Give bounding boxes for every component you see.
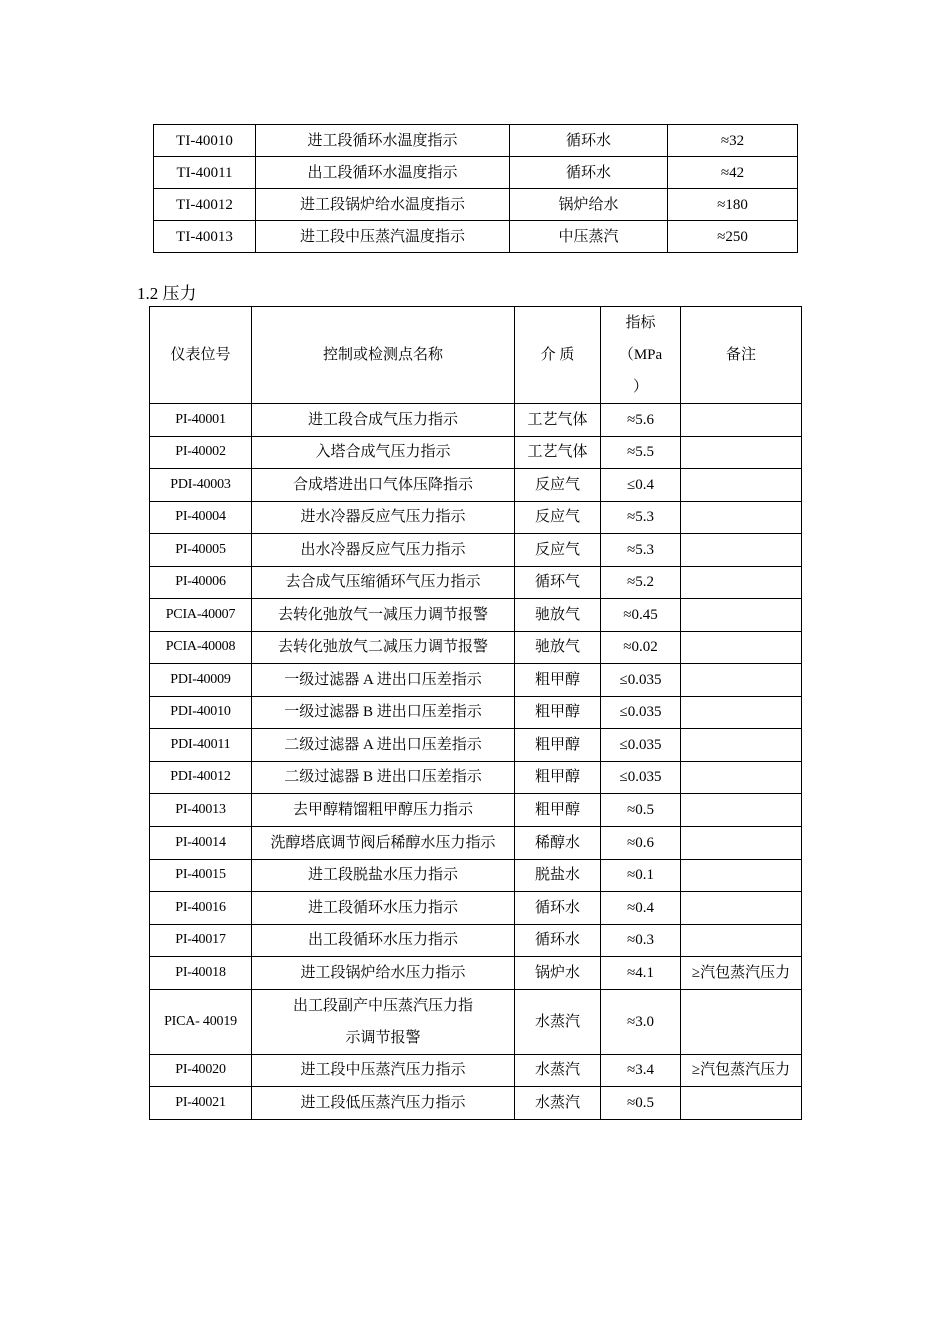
medium-cell: 循环水 xyxy=(510,157,668,189)
note-cell xyxy=(681,534,802,567)
table-row xyxy=(154,125,798,157)
name-cell: 进工段脱盐水压力指示 xyxy=(252,859,515,892)
tag-cell: PI-40014 xyxy=(150,826,252,859)
table-row xyxy=(150,1087,802,1120)
table-row xyxy=(150,501,802,534)
tag-cell: PI-40021 xyxy=(150,1087,252,1120)
medium-cell: 粗甲醇 xyxy=(515,696,601,729)
tag-cell: PI-40002 xyxy=(150,436,252,469)
name-cell: 去甲醇精馏粗甲醇压力指示 xyxy=(252,794,515,827)
medium-cell: 驰放气 xyxy=(515,599,601,632)
table-row xyxy=(150,729,802,762)
note-cell xyxy=(681,729,802,762)
tag-cell: PI-40015 xyxy=(150,859,252,892)
name-cell: 洗醇塔底调节阀后稀醇水压力指示 xyxy=(252,826,515,859)
tag-cell: PI-40001 xyxy=(150,404,252,437)
medium-cell: 反应气 xyxy=(515,469,601,502)
tag-cell: PDI-40009 xyxy=(150,664,252,697)
table-row xyxy=(150,566,802,599)
tag-cell: PCIA-40008 xyxy=(150,631,252,664)
value-cell: ≈0.4 xyxy=(601,892,681,925)
tag-cell: PDI-40003 xyxy=(150,469,252,502)
tag-cell: PICA- 40019 xyxy=(150,989,252,1054)
table-row xyxy=(150,892,802,925)
note-cell xyxy=(681,761,802,794)
table-row xyxy=(150,859,802,892)
medium-cell: 稀醇水 xyxy=(515,826,601,859)
value-cell: ≈0.1 xyxy=(601,859,681,892)
tag-cell: TI-40012 xyxy=(154,189,256,221)
name-cell: 入塔合成气压力指示 xyxy=(252,436,515,469)
note-cell xyxy=(681,989,802,1054)
name-cell: 进工段锅炉给水压力指示 xyxy=(252,957,515,990)
name-cell: 进工段低压蒸汽压力指示 xyxy=(252,1087,515,1120)
medium-cell: 锅炉水 xyxy=(515,957,601,990)
table-row xyxy=(150,664,802,697)
table-row xyxy=(150,924,802,957)
value-cell: ≈0.3 xyxy=(601,924,681,957)
table-row xyxy=(150,761,802,794)
value-cell: ≤0.035 xyxy=(601,664,681,697)
table-header-row xyxy=(150,307,802,404)
value-cell: ≈32 xyxy=(668,125,798,157)
medium-cell: 驰放气 xyxy=(515,631,601,664)
note-cell xyxy=(681,859,802,892)
medium-cell: 粗甲醇 xyxy=(515,761,601,794)
tag-cell: TI-40011 xyxy=(154,157,256,189)
medium-cell: 工艺气体 xyxy=(515,436,601,469)
table-row xyxy=(150,469,802,502)
header-value xyxy=(601,307,681,404)
medium-cell: 水蒸汽 xyxy=(515,1054,601,1087)
medium-cell: 工艺气体 xyxy=(515,404,601,437)
note-cell xyxy=(681,469,802,502)
table-row xyxy=(150,989,802,1054)
note-cell xyxy=(681,631,802,664)
note-cell xyxy=(681,566,802,599)
tag-cell: PDI-40011 xyxy=(150,729,252,762)
name-cell: 进工段循环水压力指示 xyxy=(252,892,515,925)
name-cell: 一级过滤器 B 进出口压差指示 xyxy=(252,696,515,729)
note-cell xyxy=(681,794,802,827)
value-cell: ≈250 xyxy=(668,221,798,253)
note-cell xyxy=(681,924,802,957)
value-cell: ≈0.02 xyxy=(601,631,681,664)
medium-cell: 循环水 xyxy=(515,924,601,957)
value-cell: ≈0.6 xyxy=(601,826,681,859)
value-cell: ≤0.035 xyxy=(601,729,681,762)
value-cell: ≈0.45 xyxy=(601,599,681,632)
header-value-line2: （MPa xyxy=(618,347,663,363)
name-cell: 出工段副产中压蒸汽压力指示调节报警 xyxy=(252,989,515,1054)
note-cell xyxy=(681,501,802,534)
value-cell: ≈5.5 xyxy=(601,436,681,469)
table-row xyxy=(150,534,802,567)
name-cell: 出工段循环水压力指示 xyxy=(252,924,515,957)
value-cell: ≈5.3 xyxy=(601,534,681,567)
note-cell: ≥汽包蒸汽压力 xyxy=(681,1054,802,1087)
tag-cell: PI-40018 xyxy=(150,957,252,990)
table-row xyxy=(150,696,802,729)
tag-cell: PI-40013 xyxy=(150,794,252,827)
name-cell: 去转化弛放气二减压力调节报警 xyxy=(252,631,515,664)
name-cell: 进工段循环水温度指示 xyxy=(256,125,510,157)
name-cell: 出水冷器反应气压力指示 xyxy=(252,534,515,567)
medium-cell: 水蒸汽 xyxy=(515,1087,601,1120)
name-cell: 合成塔进出口气体压降指示 xyxy=(252,469,515,502)
value-cell: ≈180 xyxy=(668,189,798,221)
table-row xyxy=(150,599,802,632)
medium-cell: 循环气 xyxy=(515,566,601,599)
value-cell: ≈3.4 xyxy=(601,1054,681,1087)
tag-cell: PDI-40010 xyxy=(150,696,252,729)
table-row xyxy=(150,436,802,469)
name-cell: 进工段合成气压力指示 xyxy=(252,404,515,437)
name-cell: 进水冷器反应气压力指示 xyxy=(252,501,515,534)
note-cell xyxy=(681,436,802,469)
note-cell xyxy=(681,664,802,697)
temperature-table xyxy=(153,124,798,253)
medium-cell: 锅炉给水 xyxy=(510,189,668,221)
value-cell: ≈0.5 xyxy=(601,794,681,827)
name-cell: 去合成气压缩循环气压力指示 xyxy=(252,566,515,599)
header-name: 控制或检测点名称 xyxy=(252,307,515,404)
tag-cell: PI-40005 xyxy=(150,534,252,567)
medium-cell: 反应气 xyxy=(515,501,601,534)
medium-cell: 粗甲醇 xyxy=(515,729,601,762)
tag-cell: PI-40020 xyxy=(150,1054,252,1087)
tag-cell: PI-40004 xyxy=(150,501,252,534)
medium-cell: 水蒸汽 xyxy=(515,989,601,1054)
note-cell: ≥汽包蒸汽压力 xyxy=(681,957,802,990)
medium-cell: 粗甲醇 xyxy=(515,664,601,697)
value-cell: ≈3.0 xyxy=(601,989,681,1054)
medium-cell: 循环水 xyxy=(515,892,601,925)
medium-cell: 中压蒸汽 xyxy=(510,221,668,253)
section-heading: 1.2 压力 xyxy=(137,284,197,303)
value-cell: ≈5.3 xyxy=(601,501,681,534)
medium-cell: 脱盐水 xyxy=(515,859,601,892)
value-cell: ≈5.6 xyxy=(601,404,681,437)
header-value-line3: ） xyxy=(632,379,648,395)
value-cell: ≤0.035 xyxy=(601,696,681,729)
name-cell: 进工段中压蒸汽温度指示 xyxy=(256,221,510,253)
table-row xyxy=(150,794,802,827)
tag-cell: PI-40016 xyxy=(150,892,252,925)
note-cell xyxy=(681,892,802,925)
header-tag: 仪表位号 xyxy=(150,307,252,404)
name-cell: 进工段锅炉给水温度指示 xyxy=(256,189,510,221)
note-cell xyxy=(681,404,802,437)
table-row xyxy=(150,404,802,437)
note-cell xyxy=(681,599,802,632)
table-row xyxy=(154,189,798,221)
value-cell: ≈5.2 xyxy=(601,566,681,599)
tag-cell: PI-40017 xyxy=(150,924,252,957)
value-cell: ≈42 xyxy=(668,157,798,189)
name-cell: 二级过滤器 B 进出口压差指示 xyxy=(252,761,515,794)
tag-cell: PCIA-40007 xyxy=(150,599,252,632)
name-cell: 去转化弛放气一减压力调节报警 xyxy=(252,599,515,632)
medium-cell: 循环水 xyxy=(510,125,668,157)
table-row xyxy=(150,631,802,664)
name-cell: 出工段循环水温度指示 xyxy=(256,157,510,189)
tag-cell: PI-40006 xyxy=(150,566,252,599)
medium-cell: 粗甲醇 xyxy=(515,794,601,827)
note-cell xyxy=(681,826,802,859)
table-row xyxy=(150,826,802,859)
name-cell: 进工段中压蒸汽压力指示 xyxy=(252,1054,515,1087)
medium-cell: 反应气 xyxy=(515,534,601,567)
table-row xyxy=(154,157,798,189)
value-cell: ≤0.4 xyxy=(601,469,681,502)
header-medium: 介 质 xyxy=(515,307,601,404)
tag-cell: TI-40010 xyxy=(154,125,256,157)
value-cell: ≈4.1 xyxy=(601,957,681,990)
header-note: 备注 xyxy=(681,307,802,404)
tag-cell: TI-40013 xyxy=(154,221,256,253)
name-cell: 一级过滤器 A 进出口压差指示 xyxy=(252,664,515,697)
table-row xyxy=(154,221,798,253)
value-cell: ≤0.035 xyxy=(601,761,681,794)
note-cell xyxy=(681,1087,802,1120)
table-row xyxy=(150,957,802,990)
header-value-line1: 指标 xyxy=(625,315,656,331)
name-cell: 二级过滤器 A 进出口压差指示 xyxy=(252,729,515,762)
note-cell xyxy=(681,696,802,729)
tag-cell: PDI-40012 xyxy=(150,761,252,794)
value-cell: ≈0.5 xyxy=(601,1087,681,1120)
pressure-table xyxy=(149,306,802,1120)
table-row xyxy=(150,1054,802,1087)
